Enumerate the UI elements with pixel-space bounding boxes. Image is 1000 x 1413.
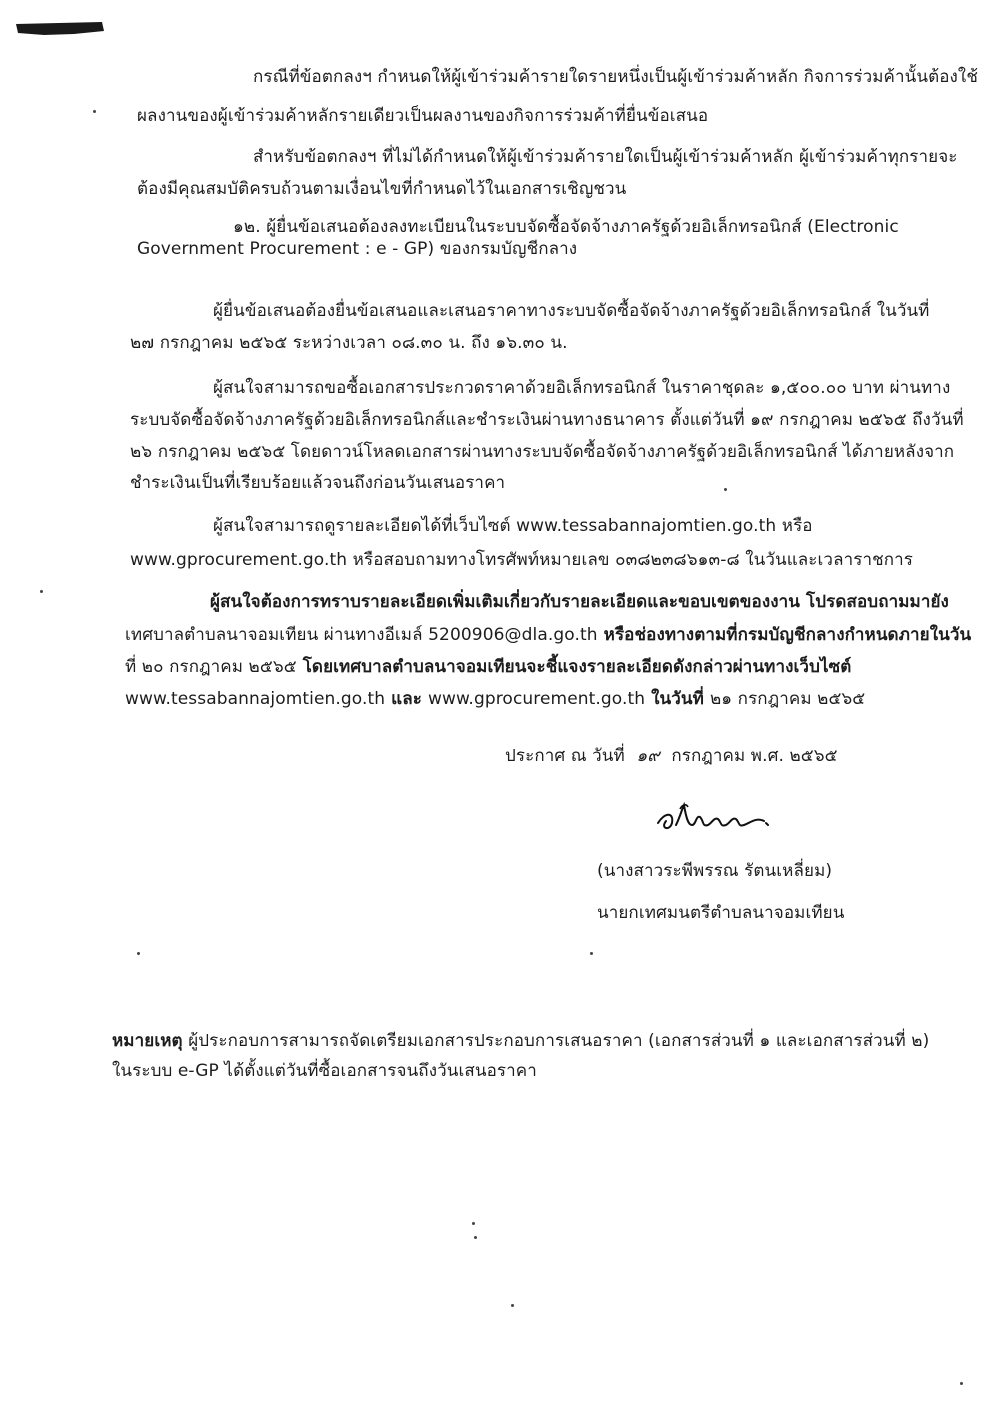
- jv-line-3: สำหรับข้อตกลงฯ ที่ไม่ได้กำหนดให้ผู้เข้าร่วมค้ารายใดเป็นผู้เข้าร่วมค้าหลัก ผู้เข้าร่วมค้าทุกรายจะ: [253, 147, 958, 167]
- announce-suffix: กรกฎาคม พ.ศ. ๒๕๖๕: [671, 746, 838, 766]
- note-line-1: [112, 1030, 929, 1052]
- web-line-1: ผู้สนใจสามารถดูรายละเอียดได้ที่เว็บไซต์ www.tessabannajomtien.go.th หรือ: [213, 516, 813, 536]
- item12-line-2: Government Procurement : e - GP) ของกรมบัญชีกลาง: [137, 239, 578, 259]
- note-text: ผู้ประกอบการสามารถจัดเตรียมเอกสารประกอบการเสนอราคา (เอกสารส่วนที่ ๑ และเอกสารส่วนที่ ๒): [182, 1031, 930, 1051]
- inquiry-date: ๒๑ กรกฎาคม ๒๕๖๕: [709, 689, 866, 709]
- inquiry-line-1: ผู้สนใจต้องการทราบรายละเอียดเพิ่มเติมเกี่ยวกับรายละเอียดและขอบเขตของงาน โปรดสอบถามมายัง: [210, 592, 949, 612]
- inquiry-line-2: [125, 624, 971, 646]
- buy-line-1: ผู้สนใจสามารถขอซื้อเอกสารประกวดราคาด้วยอิเล็กทรอนิกส์ ในราคาชุดละ ๑,๕๐๐.๐๐ บาท ผ่านทาง: [213, 378, 951, 398]
- scan-speck: [724, 488, 727, 491]
- note-label: หมายเหตุ: [112, 1031, 183, 1051]
- announce-date: [505, 745, 838, 767]
- inquiry-on-date: ในวันที่: [645, 689, 710, 709]
- signer-position: นายกเทศมนตรีตำบลนาจอมเทียน: [597, 903, 845, 923]
- scan-speck: [137, 952, 140, 955]
- announce-prefix: ประกาศ ณ วันที่: [505, 746, 625, 766]
- scan-speck: [472, 1222, 475, 1225]
- web-line-2: www.gprocurement.go.th หรือสอบถามทางโทรศัพท์หมายเลข ๐๓๘๒๓๘๖๑๓-๘ ในวันและเวลาราชการ: [130, 550, 914, 570]
- handwritten-signature: [652, 795, 782, 845]
- note-line-2: ในระบบ e-GP ได้ตั้งแต่วันที่ซื้อเอกสารจนถึงวันเสนอราคา: [112, 1061, 537, 1081]
- inquiry-url-2: www.gprocurement.go.th: [427, 689, 646, 709]
- jv-line-1: กรณีที่ข้อตกลงฯ กำหนดให้ผู้เข้าร่วมค้ารายใดรายหนึ่งเป็นผู้เข้าร่วมค้าหลัก กิจการร่วมค้านั้นต้องใช้: [253, 67, 978, 87]
- announce-day: ๑๙: [636, 746, 660, 766]
- item12-line-1: ๑๒. ผู้ยื่นข้อเสนอต้องลงทะเบียนในระบบจัดซื้อจัดจ้างภาครัฐด้วยอิเล็กทรอนิกส์ (Electronic: [233, 217, 899, 237]
- inquiry-line-2-rest: หรือช่องทางตามที่กรมบัญชีกลางกำหนดภายในวัน: [597, 625, 972, 645]
- scan-speck: [40, 590, 43, 593]
- inquiry-line-4: [125, 688, 865, 710]
- signer-name: (นางสาวระพีพรรณ รัตนเหลี่ยม): [597, 861, 833, 881]
- scan-speck: [960, 1382, 963, 1385]
- buy-line-2: ระบบจัดซื้อจัดจ้างภาครัฐด้วยอิเล็กทรอนิกส์และชำระเงินผ่านทางธนาคาร ตั้งแต่วันที่ ๑๙ กรกฎาคม ๒๕๖๕ ถึงวันที่: [130, 410, 964, 430]
- inquiry-line-2-email: เทศบาลตำบลนาจอมเทียน ผ่านทางอีเมล์ 5200906@dla.go.th: [125, 625, 598, 645]
- scan-mark: [14, 22, 106, 36]
- jv-line-4: ต้องมีคุณสมบัติครบถ้วนตามเงื่อนไขที่กำหนดไว้ในเอกสารเชิญชวน: [137, 179, 627, 199]
- buy-line-3: ๒๖ กรกฎาคม ๒๕๖๕ โดยดาวน์โหลดเอกสารผ่านทางระบบจัดซื้อจัดจ้างภาครัฐด้วยอิเล็กทรอนิกส์ ได้ภายหลังจาก: [130, 442, 955, 462]
- buy-line-4: ชำระเงินเป็นที่เรียบร้อยแล้วจนถึงก่อนวันเสนอราคา: [130, 473, 506, 493]
- inquiry-and: และ: [385, 689, 428, 709]
- scan-speck: [590, 952, 593, 955]
- inquiry-url-1: www.tessabannajomtien.go.th: [125, 689, 386, 709]
- scan-speck: [511, 1304, 514, 1307]
- submit-line-2: ๒๗ กรกฎาคม ๒๕๖๕ ระหว่างเวลา ๐๘.๓๐ น. ถึง ๑๖.๓๐ น.: [130, 333, 568, 353]
- inquiry-line-3-date: ที่ ๒๐ กรกฎาคม ๒๕๖๕: [125, 657, 297, 677]
- submit-line-1: ผู้ยื่นข้อเสนอต้องยื่นข้อเสนอและเสนอราคาทางระบบจัดซื้อจัดจ้างภาครัฐด้วยอิเล็กทรอนิกส์ ในวันที่: [213, 301, 930, 321]
- inquiry-line-3-rest: โดยเทศบาลตำบลนาจอมเทียนจะชี้แจงรายละเอียดดังกล่าวผ่านทางเว็บไซต์: [296, 657, 852, 677]
- scan-speck: [93, 110, 96, 113]
- jv-line-2: ผลงานของผู้เข้าร่วมค้าหลักรายเดียวเป็นผลงานของกิจการร่วมค้าที่ยื่นข้อเสนอ: [137, 106, 709, 126]
- scan-speck: [474, 1236, 477, 1239]
- inquiry-line-3: [125, 656, 851, 678]
